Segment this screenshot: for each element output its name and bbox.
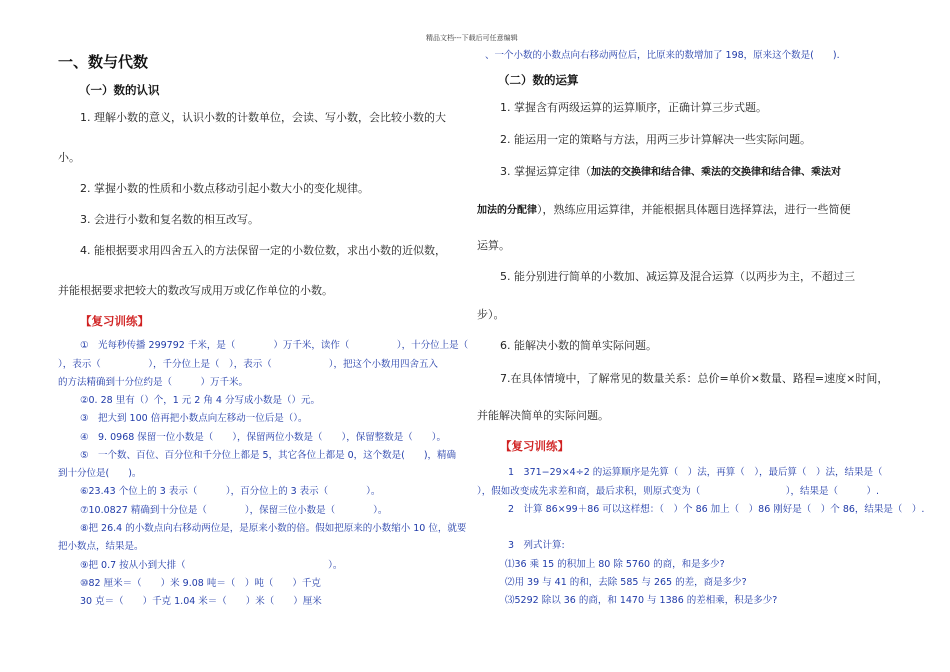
review-heading: 【复习训练】 <box>80 314 149 328</box>
question-line: ④ 9. 0968 保留一位小数是（ ），保留两位小数是（ ），保留整数是（ ）。 <box>80 432 447 443</box>
question-line: ① 光每秒传播 299792 千米，是（ ）万千米，读作（ ），十分位上是（ <box>80 340 469 351</box>
paragraph-3-end: 运算。 <box>477 239 510 252</box>
question-line: ），假如改变成先求差和商，最后求积，则原式变为（ ），结果是（ ）. <box>477 486 880 497</box>
paragraph-3 <box>500 163 841 179</box>
question-line: ⑤ 一个数、百位、百分位和千分位上都是 5，其它各位上都是 0，这个数是( )，精确 <box>80 450 457 461</box>
paragraph-5-cont: 步）。 <box>477 308 505 321</box>
question-line: ⑥23.43 个位上的 3 表示（ ），百分位上的 3 表示（ ）。 <box>80 486 381 497</box>
paragraph-5: 5. 能分别进行简单的小数加、减运算及混合运算（以两步为主，不超过三 <box>500 270 855 283</box>
question-line: ⑧把 26.4 的小数点向右移动两位是，是原来小数的倍。假如把原来的小数缩小 10 位，就要 <box>80 523 467 534</box>
operation-laws: 加法的交换律和结合律、乘法的交换律和结合律、乘法对 <box>591 167 841 178</box>
paragraph-3-cont <box>477 201 851 217</box>
subsection-title: （一）数的认识 <box>79 83 160 97</box>
question-line: ⑴36 乘 15 的积加上 80 除 5760 的商，和是多少? <box>505 559 725 570</box>
question-line: 1 371−29×4÷2 的运算顺序是先算（ ）法，再算（ ），最后算（ ）法，结果是（ <box>508 467 883 478</box>
question-line: ②0. 28 里有（）个，1 元 2 角 4 分写成小数是（）元。 <box>80 395 320 406</box>
page-header: 精品文档---下载后可任意编辑 <box>426 34 518 42</box>
question-line: 到十分位是( )。 <box>58 468 142 479</box>
question-line: ⑶5292 除以 36 的商，和 1470 与 1386 的差相乘，积是多少? <box>505 595 778 606</box>
subsection-title: （二）数的运算 <box>498 73 579 87</box>
question-line: ③ 把大到 100 倍再把小数点向左移动一位后是（）。 <box>80 413 308 424</box>
paragraph-3-tail: ），熟练应用运算律，并能根据具体题目选择算法，进行一些简便 <box>537 203 851 216</box>
question-line: ），表示（ ），千分位上是（ ），表示（ ），把这个小数用四舍五入 <box>58 359 439 370</box>
question-line: ⑵用 39 与 41 的和，去除 585 与 265 的差，商是多少? <box>505 577 747 588</box>
paragraph-6: 6. 能解决小数的简单实际问题。 <box>500 339 657 352</box>
question-line: 把小数点，结果是。 <box>58 541 144 552</box>
question-line: 的方法精确到十分位约是（ ）万千米。 <box>58 377 249 388</box>
question-line: ⑨把 0.7 按从小到大排（ ）。 <box>80 560 343 571</box>
paragraph-7-cont: 并能解决简单的实际问题。 <box>477 409 609 422</box>
carry-over-question: 、一个小数的小数点向右移动两位后，比原来的数增加了 198，原来这个数是( ). <box>485 50 840 61</box>
operation-laws-cont: 加法的分配律 <box>477 205 537 216</box>
paragraph-3-lead: 3. 掌握运算定律（ <box>500 165 591 178</box>
question-line: ⑦10.0827 精确到十分位是（ ），保留三位小数是（ ）。 <box>80 505 388 516</box>
question-line: ⑩82 厘米＝（ ）米 9.08 吨＝（ ）吨（ ）千克 <box>80 578 321 589</box>
question-line: 2 计算 86×99＋86 可以这样想：（ ）个 86 加上（ ）86 刚好是（ ）个 86，结果是（ ）. <box>508 504 925 515</box>
paragraph-4: 4. 能根据要求用四舍五入的方法保留一定的小数位数，求出小数的近似数， <box>80 244 446 257</box>
paragraph-4-cont: 并能根据要求把较大的数改写成用万或亿作单位的小数。 <box>58 284 333 297</box>
question-line: 3 列式计算: <box>508 540 565 551</box>
paragraph-7: 7.在具体情境中，了解常见的数量关系：总价=单价×数量、路程=速度×时间， <box>500 372 889 385</box>
paragraph-3: 3. 会进行小数和复名数的相互改写。 <box>80 213 259 226</box>
section-title: 一、数与代数 <box>58 53 149 71</box>
review-heading: 【复习训练】 <box>500 439 569 453</box>
paragraph-1: 1. 理解小数的意义，认识小数的计数单位，会读、写小数，会比较小数的大 <box>80 111 446 124</box>
paragraph-2: 2. 能运用一定的策略与方法，用两三步计算解决一些实际问题。 <box>500 133 811 146</box>
question-line: 30 克＝（ ）千克 1.04 米＝（ ）米（ ）厘米 <box>80 596 322 607</box>
paragraph-2: 2. 掌握小数的性质和小数点移动引起小数大小的变化规律。 <box>80 182 369 195</box>
paragraph-1-cont: 小。 <box>58 151 80 164</box>
paragraph-1: 1. 掌握含有两级运算的运算顺序，正确计算三步式题。 <box>500 101 767 114</box>
